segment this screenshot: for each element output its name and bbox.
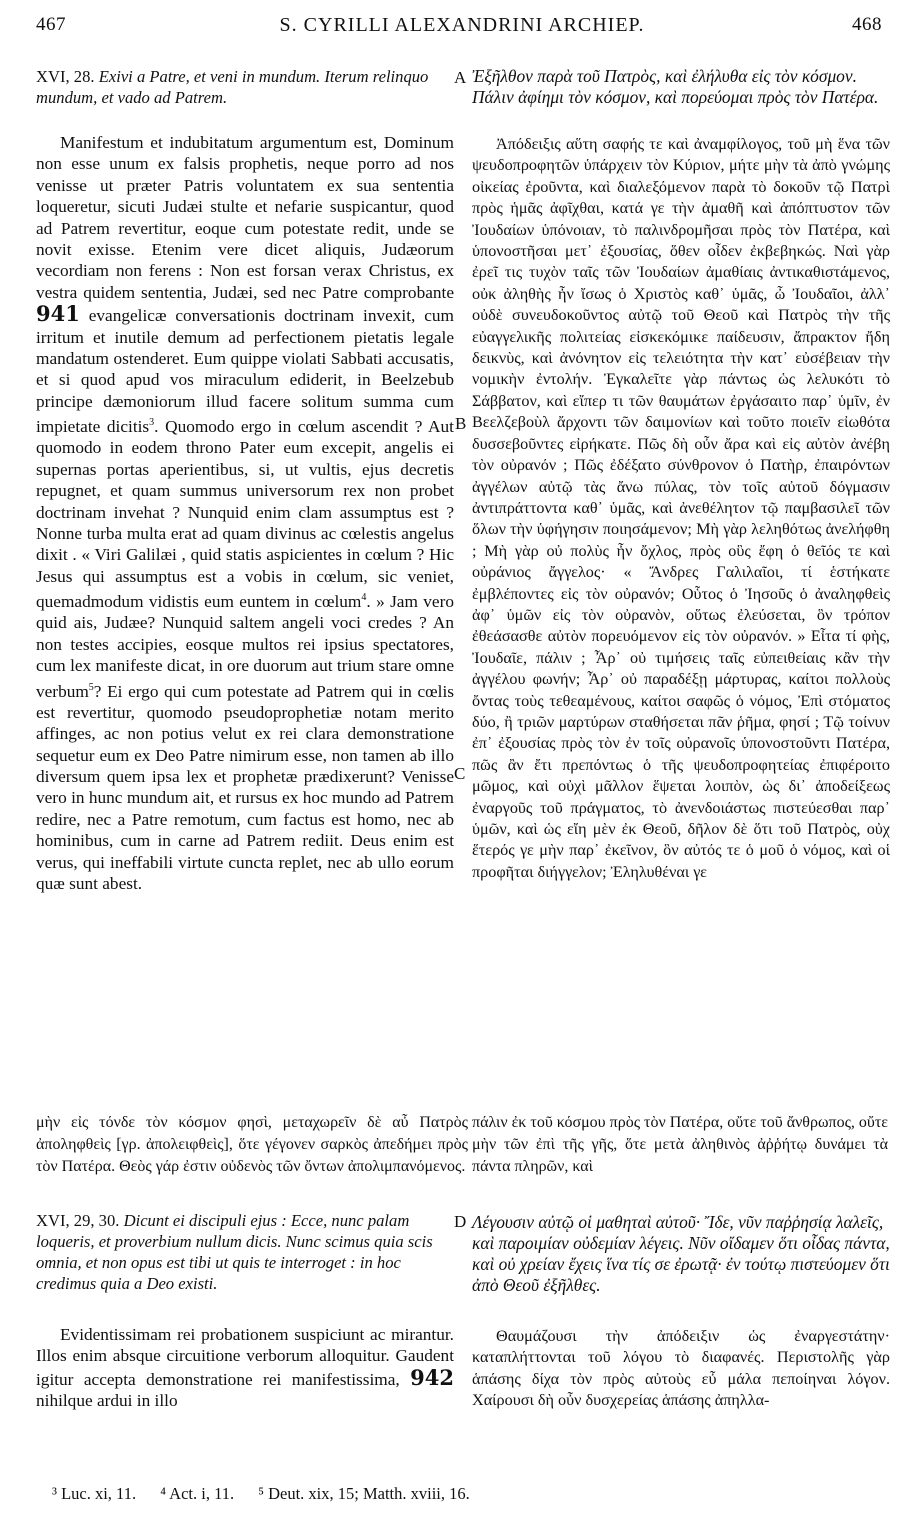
greek-spillover-left: μὴν εἰς τόνδε τὸν κόσμον φησὶ, μεταχωρεῖν δὲ αὖ Πατρὸς ἀποληφθεὶς [γρ. ἀπολειφθεὶς], ὅτε γέγονεν σαρκὸς ἀπεδήμει πρὸς τὸν Πατέρα. Θεὸς γάρ ἐστιν οὐδενὸς τῶν ὄντων ἀπολιμπανόμενος. [36,1114,468,1175]
margin-marker-d: D [454,1212,467,1231]
footnote-ref-5: 5 [88,681,94,693]
greek-lemma-1: Ἐξῆλθον παρὰ τοῦ Πατρὸς, καὶ ἐλήλυθα εἰς τὸν κόσμον. Πάλιν ἀφίημι τὸν κόσμον, καὶ πορεύομαι πρὸς τὸν Πατέρα. [472,66,879,107]
latin-lemma-2 [36,1210,454,1294]
latin-text-2a: Evidentissimam rei probationem suspiciunt ac mirantur. Illos enim absque circuitione verborum alloquitur. Gaudent igitur accepta demonstratione rei manifestissima, [36,1325,454,1389]
margin-marker-b: B [455,414,467,433]
latin-ref-2: XVI, 29, 30. [36,1211,120,1230]
column-number-941: 941 [36,301,80,327]
latin-text-part-a: Manifestum et indubitatum argumentum est, Dominum non esse unum ex falsis prophetis, neque porro ad nos venisse ut præter Patris voluntatem ex sua sententia loqueretur, sicuti Judæi stulte et nefarie suspicantur, quod ad Patrem revertitur, eoque cum potestate redit, unde se novit exisse. Etenim vere dicet aliquis, Judæorum vecordiam non ferens : Non est forsan verax Christus, ex vestra quidem sententia, Judæi, sed nec Patre comprobante [36,133,454,302]
latin-lemma-text-1: Exivi a Patre, et veni in mundum. Iterum relinquo mundum, et vado ad Patrem. [36,67,429,107]
footnote-5: ⁵ Deut. xix, 15; Matth. xviii, 16. [258,1484,470,1503]
greek-commentary-1 [472,134,890,883]
footnote-3: ³ Luc. xi, 11. [52,1484,137,1503]
latin-lemma-text-2: Dicunt ei discipuli ejus : Ecce, nunc palam loqueris, et proverbium nullum dicis. Nunc scimus quia scis omnia, et non opus est tibi ut quis te interroget : in hoc credimus quia a Deo existi. [36,1211,433,1293]
latin-text-part-b: evangelicæ conversationis doctrinam invexit, cum irritum et inutile demum ad perfectionem pietatis legale mandatum ostenderet. Eum quippe violati Sabbati accusatis, et si quod apud vos miraculum ediderit, in Beelzebub principe dæmoniorum illud facere solitum summa cum impietate dicitis [36,306,455,437]
latin-text-part-c: . Quomodo ergo in cœlum ascendit ? Aut quomodo in eodem throno Pater eum excepit, angelis ei supernas portas aperientibus, si, ut vultis, ejus decretis repugnet, et quam summus universorum rex non probet doctrinam invehat ? Nunquid enim clam assumptus est ? Nonne turba multa erat ad quam divinus ac cœlestis angelus dixit . « Viri Galilæi , quid statis aspicientes in cœlum ? Hic Jesus qui assumptus est a vobis in cœlum, sic veniet, quemadmodum vidistis eum euntem in cœlum [36,417,454,612]
latin-commentary-1 [36,132,454,895]
margin-marker-c: C [454,764,466,783]
greek-spillover-right: πάλιν ἐκ τοῦ κόσμου πρὸς τὸν Πατέρα, οὔτε τοῦ ἄνθρωπος, οὔτε μὴν τῶν ἐπὶ τῆς γῆς, ὅτε μετὰ ἀληθινὸς ἀῤῥήτῳ δυνάμει τὰ πάντα πληρῶν, καὶ [472,1114,888,1175]
footnote-ref-4: 4 [361,592,367,604]
footnotes [52,1484,872,1504]
latin-text-2b: nihilque ardui in illo [36,1391,178,1411]
margin-marker-a: A [454,68,467,87]
latin-text-part-d: . » Jam vero quid ais, Judæe? Nunquid saltem angeli voci credes ? An non testes accipies, eosque multos rei ipsius spectatores, cum lex manifeste dicat, in ore duorum aut trium stare omne verbum [36,592,454,701]
latin-ref-1: XVI, 28. [36,67,95,86]
latin-commentary-2 [36,1324,454,1412]
footnote-ref-3: 3 [149,417,155,429]
greek-lemma-2: Λέγουσιν αὐτῷ οἱ μαθηταὶ αὐτοῦ· Ἴδε, νῦν παῤῥησίᾳ λαλεῖς, καὶ παροιμίαν οὐδεμίαν λέγεις. Νῦν οἴδαμεν ὅτι οἶδας πάντα, καὶ οὐ χρείαν ἔχεις ἵνα τίς σε ἐρωτᾷ· ἐν τούτῳ πιστεύομεν ὅτι ἀπὸ Θεοῦ ἐξῆλθες. [472,1212,890,1295]
footnote-4: ⁴ Act. i, 11. [160,1484,235,1503]
page-number-right: 468 [852,14,882,35]
greek-commentary-2 [472,1326,890,1412]
running-title: S. CYRILLI ALEXANDRINI ARCHIEP. [279,14,645,36]
latin-text-part-e: ? Ei ergo qui cum potestate ad Patrem qui in cœlis est revertitur, quomodo pseudoprophetiæ notam merito affinges, ac non potius velut ex rei clara demonstratione sequetur eum ex Deo Patre nimirum esse, non tamen ab illo diversum quem ipsa lex et prophetæ prædixerunt? Venisse vero in hunc mundum ait, et rursus ex hoc mundo ad Patrem redire, nec a Patre remotum, cum factus est homo, nec ab hominibus, cum in carne ad Patrem rediit. Deus enim est verus, qui ineffabili virtute cuncta replet, nec ab ullo eorum quæ sunt abest. [36,681,454,894]
greek-text-1: Ἀπόδειξις αὕτη σαφής τε καὶ ἀναμφίλογος, τοῦ μὴ ἕνα τῶν ψευδοπροφητῶν ὑπάρχειν τὸν Κύριον, μήτε μὴν τὰ ἀπὸ γνώμης οἰκείας ἐροῦντα, καὶ διαλεξόμενον παρὰ τὸ δοκοῦν τῷ Πατρὶ πρὸς ἡμᾶς ἀφῖχθαι, κατά γε τὴν ἀμαθῆ καὶ ἀπόπτυστον τῶν Ἰουδαίων ὑπόνοιαν, τὸ παλινδρομῆσαι πρὸς τὸν Πατέρα, καὶ ὑπονοστῆσαι μετ᾽ ἐξουσίας, ὅθεν οἶδεν ἐκβεβηκώς. Ναὶ γὰρ ἐρεῖ τις τυχὸν ταῖς τῶν Ἰουδαίων ἀμαθίαις ἀντικαθιστάμενος, οὐκ ἀληθὴς ἦν ἴσως ὁ Χριστὸς καθ᾽ ὑμᾶς, ὦ Ἰουδαῖοι, ἀλλ᾽ οὐδὲ συνευδοκοῦντος αὐτῷ τοῦ Θεοῦ καὶ Πατρὸς τὴν τῆς εὐαγγελικῆς πολιτείας εἰσκεκόμικε παίδευσιν, ἄπρακτον ἤδη δεικνὺς, καὶ ἀνόνητον εἰς τελειότητα τὴν κατ᾽ εὐσέβειαν τὴν νομικὴν ἐντολήν. Ἐγκαλεῖτε γὰρ πάντως ὡς λελυκότι τὸ Σάββατον, καὶ εἴπερ τι τῶν θαυμάτων ἐργάσαιτο παρ᾽ ὑμῖν, ἐν Βεελζεβοὺλ ἄρχοντι τῶν δαιμονίων καὶ τοῦτο ποιεῖν εἰωθότα δυσσεβοῦντες εἰρήκατε. Πῶς δὴ οὖν ἄρα καὶ εἰς αὐτὸν ἀνέβη τὸν οὐρανόν ; Πῶς ἐδέξατο σύνθρονον ὁ Πατὴρ, ἐπαιρόντων ἀγγέλων αὐτῷ τὰς ἄνω πύλας, τὸν τοῖς αὐτοῦ δόγμασιν ἀντιπράττοντα καθ᾽ ὑμᾶς, καὶ ἀνεθέλητον τῷ παμβασιλεῖ τῶν ὅλων τὴν ὑφήγησιν ποιησάμενον; Μὴ γὰρ λεληθότως ἀνελήφθη ; Μὴ γὰρ οὐ πολὺς ἦν ὄχλος, πρὸς οὓς ἔφη ὁ θεῖός τε καὶ οὐράνιος ἄγγελος· « Ἄνδρες Γαλιλαῖοι, τί ἑστήκατε ἐμβλέποντες εἰς τὸν οὐρανόν; Οὗτος ὁ Ἰησοῦς ὁ ἀναληφθεὶς ἀφ᾽ ὑμῶν εἰς τὸν οὐρανὸν, οὕτως ἐλεύσεται, ὃν τρόπον ἐθεάσασθε αὐτὸν πορευόμενον εἰς τὸν οὐρανόν. » Εἶτα τί φὴς, Ἰουδαῖε, πάλιν ; Ἆρ᾽ οὐ τιμήσεις ταῖς εὐπειθείαις κἂν τὴν ἀγγέλου φωνήν; Ἆρ᾽ οὐ παραδέξῃ μάρτυρας, καίτοι πολλοὺς ὄντας τοὺς τεθεαμένους, καίτοι σαφῶς ὁ νόμος, Ἐπὶ στόματος δύο, ἢ τριῶν μαρτύρων σταθήσεται πᾶν ῥῆμα, φησί ; Τῷ τοίνυν ἐπ᾽ ἐξουσίας πρὸς τὸν ἐν τοῖς οὐρανοῖς ὑπονοστοῦντι Πατέρα, πῶς ἂν ἔτι πρεπόντως ὁ τῆς ψευδοπροφητείας ἐπιφέροιτο μῶμος, καὶ οὐχὶ μᾶλλον ἕψεται λοιπὸν, ὡς δι᾽ ἀποδείξεως ἐναργοῦς τοῦ πράγματος, τὸ ἀνενδοιάστως πιστεύεσθαι παρ᾽ ὑμῶν, καὶ ὡς εἴη μὲν ἐκ Θεοῦ, δῆλον δὲ ὅτι τοῦ Πατρὸς, οὐχ ἕτερός γε μὴν παρ᾽ ἐκεῖνον, ὃν αὐτός τε ὁ μοῦ ὁ νόμος, καὶ οἱ προφῆται διήγγελον; Ἐληλυθέναι γε [472,135,890,881]
latin-lemma-1 [36,66,454,108]
page-header [0,0,924,46]
column-number-942: 942 [410,1364,454,1390]
page-number-left: 467 [36,14,66,35]
greek-text-2: Θαυμάζουσι τὴν ἀπόδειξιν ὡς ἐναργεστάτην· καταπλήττονται τοῦ λόγου τὸ διαφανές. Περιστολῆς γὰρ ἁπάσης δίχα τὸν πρὸς αὐτοὺς εὖ μάλα πεποίηναι λόγον. Χαίρουσι δὴ οὖν δυσχερείας ἁπάσης ἀπηλλα- [472,1327,890,1410]
